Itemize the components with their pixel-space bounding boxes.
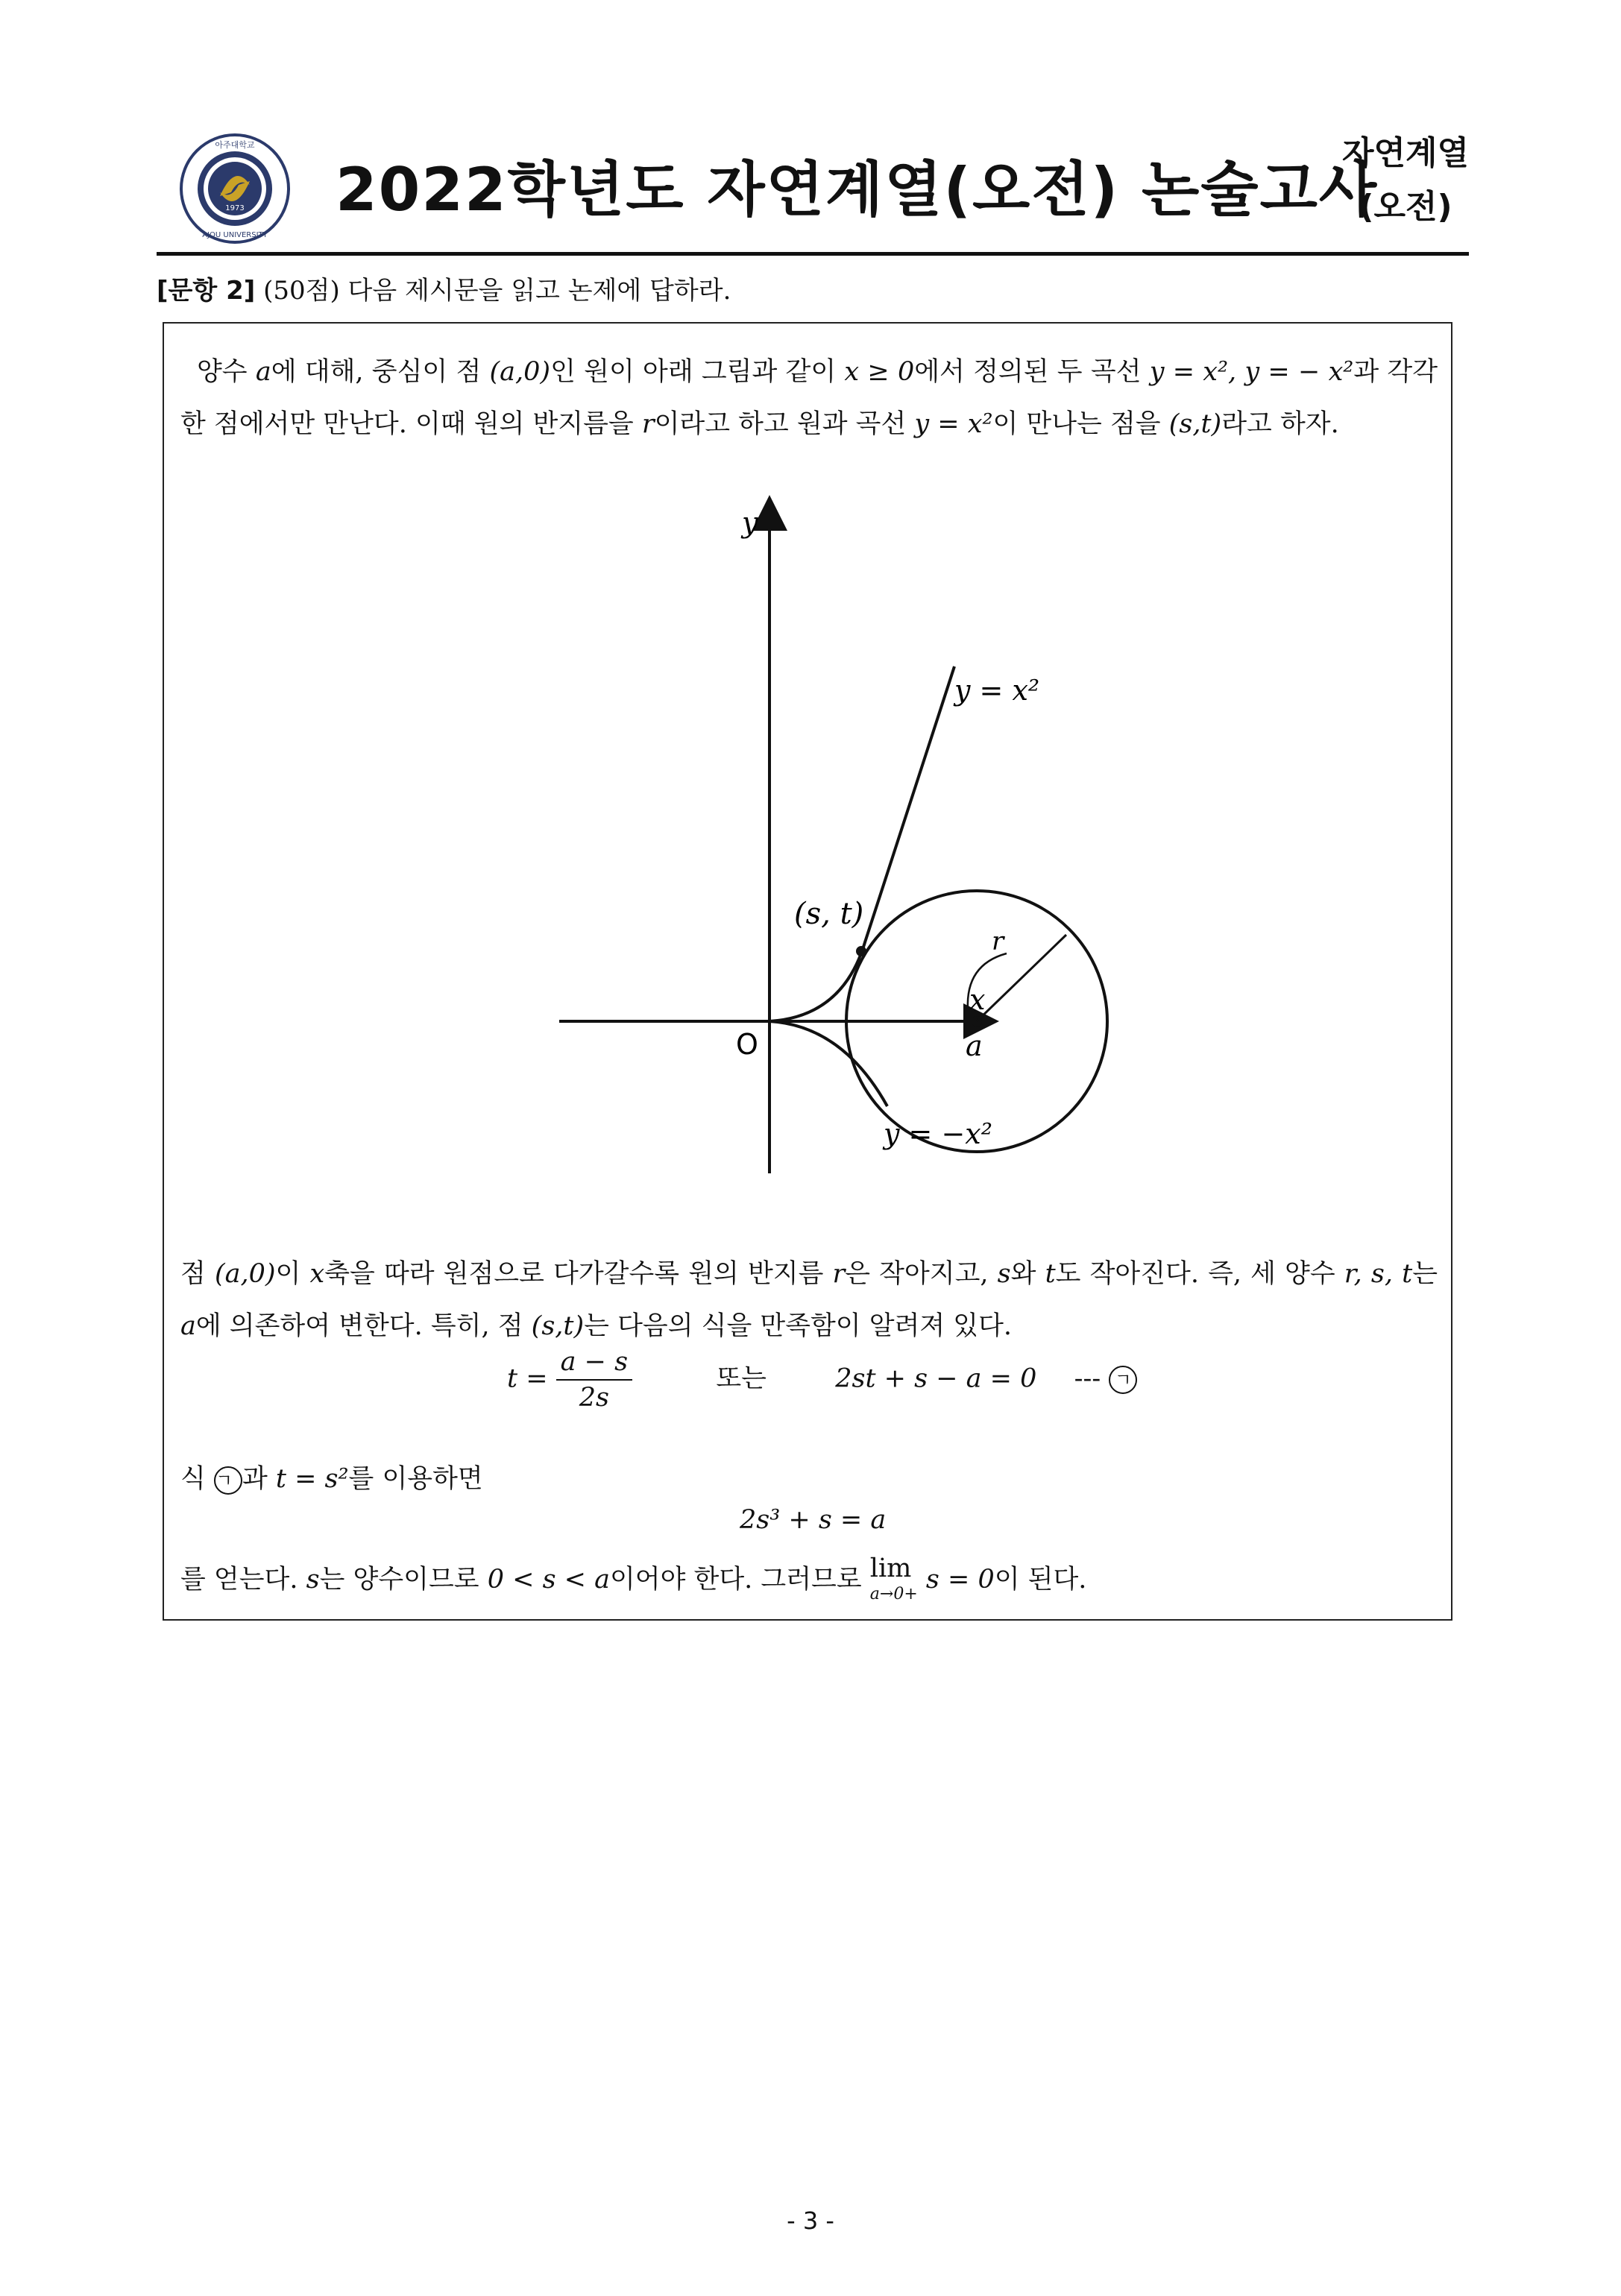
figure-circle-tangent: [559, 495, 1111, 1181]
fig-label-st: (s, t): [794, 897, 864, 931]
question-label: [문항 2]: [157, 276, 256, 306]
university-seal-icon: [179, 133, 291, 245]
equation-2: 2s³ + s = a: [740, 1505, 887, 1535]
tangent-point: [856, 946, 866, 956]
svg-text:아주대학교: 아주대학교: [215, 140, 255, 150]
passage-box: [163, 322, 1452, 1621]
page-header: [157, 119, 1469, 253]
fig-label-y: y: [742, 506, 758, 539]
page-number: - 3 -: [787, 2207, 834, 2235]
fig-label-bottom-curve: y = −x²: [884, 1117, 992, 1150]
limit-expression: lim a→0+: [869, 1554, 918, 1603]
header-divider: [157, 252, 1469, 256]
question-text: (50점) 다음 제시문을 읽고 논제에 답하라.: [263, 276, 731, 306]
passage-paragraph-2: 점 (a,0)이 x축을 따라 원점으로 다가갈수록 원의 반지름 r은 작아지고, s와 t도 작아진다. 즉, 세 양수 r, s, t는 a에 의존하여 변한다. 특히, 점 (s,t)는 다음의 식을 만족함이 알려져 있다.: [180, 1259, 1438, 1341]
fig-label-origin: O: [736, 1028, 758, 1061]
passage-paragraph-4: 를 얻는다. s는 양수이므로 0 < s < a이어야 한다. 그러므로 lim a→0+ s = 0이 된다.: [180, 1554, 1438, 1606]
passage-paragraph-1: 양수 a에 대해, 중심이 점 (a,0)인 원이 아래 그림과 같이 x ≥ 0에서 정의된 두 곡선 y = x², y = − x²과 각각 한 점에서만 만난다. 이때 원의 반지름을 r이라고 하고 원과 곡선 y = x²이 만나는 점을 (s,t)라고 하자.: [180, 357, 1438, 439]
question-heading: [157, 270, 731, 306]
category-tag-line2: (오전): [1359, 188, 1452, 226]
passage-paragraph-3: 식 ㄱ 과 t = s²를 이용하면: [180, 1464, 483, 1494]
curve-y-x2: [769, 666, 954, 1021]
fig-label-r: r: [992, 927, 1004, 956]
category-tag-line1: 자연계열: [1341, 134, 1469, 172]
equation-1: t = $\frac{a - s}{2s}$ 또는 2st + s − a = 0 --- ㄱ: [507, 1345, 1137, 1415]
page-title: 2022학년도 자연계열(오전) 논술고사: [336, 155, 1379, 224]
fig-label-x: x: [969, 983, 986, 1016]
equation-marker: ㄱ: [1109, 1366, 1137, 1394]
category-tag: [1342, 127, 1469, 234]
svg-text:AJOU UNIVERSITY: AJOU UNIVERSITY: [202, 231, 268, 239]
fig-label-a: a: [966, 1029, 983, 1062]
fig-label-top-curve: y = x²: [954, 674, 1040, 707]
svg-text:1973: 1973: [225, 204, 245, 212]
radius-line: [977, 935, 1066, 1021]
